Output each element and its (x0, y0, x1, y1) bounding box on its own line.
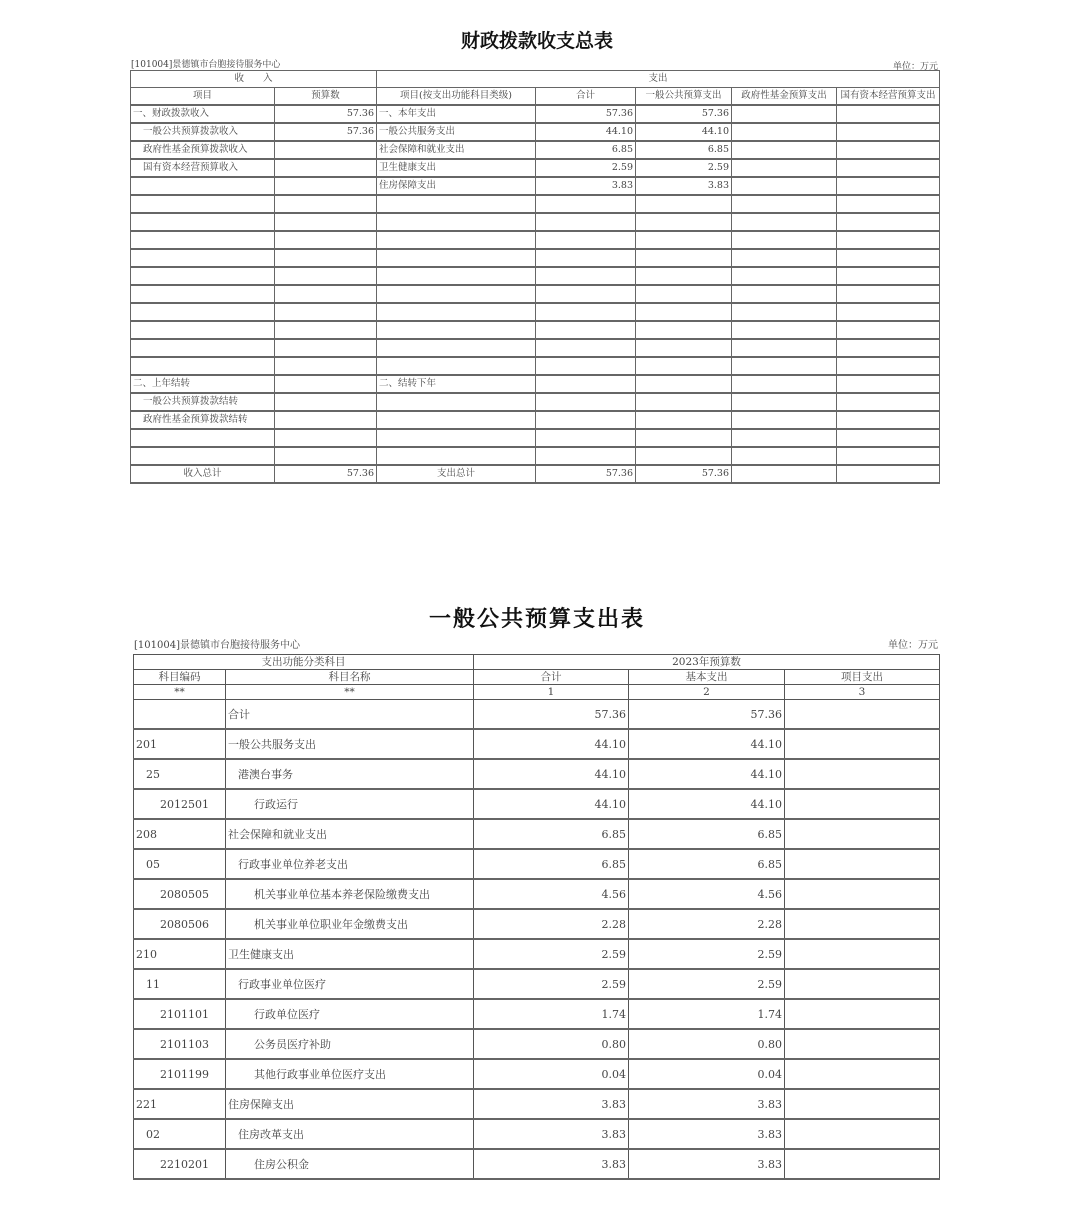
subject-code: 2101101 (134, 999, 226, 1029)
basic-expense-value: 0.80 (629, 1029, 785, 1059)
gov-fund-value (732, 447, 837, 465)
expense-item-header: 项目(按支出功能科目类级) (377, 88, 536, 106)
basic-expense-value: 2.28 (629, 909, 785, 939)
state-capital-value (837, 105, 940, 123)
expense-total: 44.10 (536, 123, 636, 141)
table1-unit-code: [101004]景德镇市台胞接待服务中心 (131, 60, 281, 70)
project-expense-value (785, 849, 940, 879)
expense-total (536, 339, 636, 357)
total-value: 3.83 (474, 1119, 629, 1149)
income-item: 一、财政拨款收入 (131, 105, 275, 123)
state-capital-value (837, 393, 940, 411)
gov-fund-value (732, 177, 837, 195)
table2-row (134, 700, 940, 730)
table2-row (134, 759, 940, 789)
subject-code: 208 (134, 819, 226, 849)
expense-item (377, 195, 536, 213)
gov-fund-value (732, 411, 837, 429)
subject-code: 2080506 (134, 909, 226, 939)
gov-fund-value (732, 213, 837, 231)
expense-item (377, 339, 536, 357)
state-capital-value (837, 411, 940, 429)
total-value: 2.28 (474, 909, 629, 939)
income-value (275, 357, 377, 375)
state-capital-value (837, 177, 940, 195)
expense-total: 3.83 (536, 177, 636, 195)
total-header: 合计 (474, 670, 629, 685)
table2-row (134, 1059, 940, 1089)
project-expense-value (785, 729, 940, 759)
general-public-value: 6.85 (636, 141, 732, 159)
income-item (131, 447, 275, 465)
gov-fund-value (732, 393, 837, 411)
expense-item: 住房保障支出 (377, 177, 536, 195)
expense-total: 57.36 (536, 465, 636, 483)
income-item (131, 285, 275, 303)
subject-code: 2210201 (134, 1149, 226, 1179)
expense-item: 一、本年支出 (377, 105, 536, 123)
expense-total (536, 249, 636, 267)
gov-fund-value (732, 429, 837, 447)
subject-name: 社会保障和就业支出 (226, 819, 474, 849)
general-public-value (636, 213, 732, 231)
state-capital-value (837, 213, 940, 231)
state-capital-value (837, 231, 940, 249)
general-public-value (636, 429, 732, 447)
income-item (131, 357, 275, 375)
basic-expense-value: 0.04 (629, 1059, 785, 1089)
table2-row (134, 939, 940, 969)
expense-item (377, 285, 536, 303)
expense-total (536, 375, 636, 393)
table1-row (131, 321, 940, 339)
subject-name: 住房公积金 (226, 1149, 474, 1179)
expense-total (536, 267, 636, 285)
state-capital-value (837, 195, 940, 213)
general-public-value (636, 339, 732, 357)
general-public-value (636, 375, 732, 393)
table1-row (131, 411, 940, 429)
project-expense-value (785, 1119, 940, 1149)
expense-total (536, 447, 636, 465)
gov-fund-value (732, 267, 837, 285)
gov-fund-value (732, 123, 837, 141)
gov-fund-value (732, 249, 837, 267)
income-value (275, 249, 377, 267)
general-public-value: 44.10 (636, 123, 732, 141)
code-mark: ** (134, 685, 226, 700)
subject-code: 2101103 (134, 1029, 226, 1059)
table2-row (134, 849, 940, 879)
income-item (131, 249, 275, 267)
subject-code: 2080505 (134, 879, 226, 909)
table1-row (131, 357, 940, 375)
total-value: 4.56 (474, 879, 629, 909)
expense-section-header: 支出 (377, 71, 940, 88)
income-value (275, 303, 377, 321)
general-public-value: 57.36 (636, 105, 732, 123)
subject-name: 行政事业单位养老支出 (226, 849, 474, 879)
expense-total (536, 231, 636, 249)
subject-code: 2012501 (134, 789, 226, 819)
expense-item (377, 357, 536, 375)
category-header: 支出功能分类科目 (134, 655, 474, 670)
gov-fund-value (732, 321, 837, 339)
table1-row (131, 105, 940, 123)
state-capital-value (837, 123, 940, 141)
project-expense-value (785, 879, 940, 909)
expense-item (377, 321, 536, 339)
general-public-value (636, 447, 732, 465)
basic-expense-value: 44.10 (629, 759, 785, 789)
table1-row (131, 447, 940, 465)
subject-code: 05 (134, 849, 226, 879)
table2-header-row-3 (134, 685, 940, 700)
total-value: 2.59 (474, 969, 629, 999)
gov-fund-value (732, 303, 837, 321)
total-value: 57.36 (474, 700, 629, 730)
project-expense-value (785, 909, 940, 939)
project-expense-header: 项目支出 (785, 670, 940, 685)
expense-total: 2.59 (536, 159, 636, 177)
gov-fund-value (732, 357, 837, 375)
gov-fund-value (732, 375, 837, 393)
income-item (131, 267, 275, 285)
table2-header-row-2 (134, 670, 940, 685)
table2-row (134, 879, 940, 909)
gov-fund-value (732, 159, 837, 177)
total-value: 44.10 (474, 789, 629, 819)
income-value (275, 267, 377, 285)
general-public-value (636, 321, 732, 339)
general-public-value (636, 357, 732, 375)
expense-total (536, 357, 636, 375)
state-capital-value (837, 141, 940, 159)
state-capital-budget-header: 国有资本经营预算支出 (837, 88, 940, 106)
basic-expense-value: 57.36 (629, 700, 785, 730)
table2-row (134, 999, 940, 1029)
expense-total (536, 285, 636, 303)
basic-expense-value: 4.56 (629, 879, 785, 909)
expense-item (377, 393, 536, 411)
project-expense-value (785, 1029, 940, 1059)
income-value: 57.36 (275, 105, 377, 123)
income-item: 政府性基金预算拨款收入 (131, 141, 275, 159)
income-item (131, 429, 275, 447)
gov-fund-value (732, 465, 837, 483)
income-item (131, 213, 275, 231)
state-capital-value (837, 357, 940, 375)
expense-item (377, 231, 536, 249)
income-item (131, 303, 275, 321)
expense-item: 二、结转下年 (377, 375, 536, 393)
income-value (275, 429, 377, 447)
income-value: 57.36 (275, 123, 377, 141)
general-public-budget-header: 一般公共预算支出 (636, 88, 732, 106)
table1-row (131, 177, 940, 195)
expense-total (536, 429, 636, 447)
income-item (131, 195, 275, 213)
subject-name: 机关事业单位基本养老保险缴费支出 (226, 879, 474, 909)
income-value (275, 321, 377, 339)
gov-fund-budget-header: 政府性基金预算支出 (732, 88, 837, 106)
gov-fund-value (732, 285, 837, 303)
basic-expense-value: 6.85 (629, 819, 785, 849)
state-capital-value (837, 303, 940, 321)
table1-row (131, 249, 940, 267)
table1-row (131, 123, 940, 141)
table2-row (134, 1089, 940, 1119)
general-public-value (636, 285, 732, 303)
state-capital-value (837, 465, 940, 483)
income-item (131, 177, 275, 195)
total-value: 44.10 (474, 759, 629, 789)
expense-item (377, 303, 536, 321)
total-value: 0.04 (474, 1059, 629, 1089)
general-public-value (636, 303, 732, 321)
col-index-2: 2 (629, 685, 785, 700)
table1-row (131, 429, 940, 447)
total-value: 6.85 (474, 849, 629, 879)
subject-name: 住房改革支出 (226, 1119, 474, 1149)
project-expense-value (785, 1059, 940, 1089)
expense-item: 一般公共服务支出 (377, 123, 536, 141)
state-capital-value (837, 375, 940, 393)
expense-total-header: 合计 (536, 88, 636, 106)
table1-row (131, 159, 940, 177)
expense-total (536, 321, 636, 339)
total-value: 3.83 (474, 1149, 629, 1179)
subject-name: 一般公共服务支出 (226, 729, 474, 759)
gov-fund-value (732, 339, 837, 357)
table2-row (134, 1149, 940, 1179)
income-value (275, 141, 377, 159)
subject-name: 合计 (226, 700, 474, 730)
budget-year-header: 2023年预算数 (474, 655, 940, 670)
table1-row (131, 285, 940, 303)
table1-row (131, 339, 940, 357)
subject-name: 机关事业单位职业年金缴费支出 (226, 909, 474, 939)
income-item (131, 231, 275, 249)
income-budget-header: 预算数 (275, 88, 377, 106)
income-value (275, 375, 377, 393)
table2-row (134, 1119, 940, 1149)
total-value: 0.80 (474, 1029, 629, 1059)
general-public-value: 57.36 (636, 465, 732, 483)
gov-fund-value (732, 195, 837, 213)
table1-unit-label: 单位：万元 (892, 62, 938, 72)
income-section-header: 收 入 (131, 71, 377, 88)
gov-fund-value (732, 105, 837, 123)
general-public-value (636, 411, 732, 429)
table1-title: 财政拨款收支总表 (460, 30, 613, 52)
income-value (275, 447, 377, 465)
income-value (275, 231, 377, 249)
total-value: 6.85 (474, 819, 629, 849)
col-index-1: 1 (474, 685, 629, 700)
state-capital-value (837, 285, 940, 303)
expense-item (377, 429, 536, 447)
name-mark: ** (226, 685, 474, 700)
income-item (131, 339, 275, 357)
subject-name: 行政单位医疗 (226, 999, 474, 1029)
basic-expense-value: 44.10 (629, 789, 785, 819)
income-value (275, 195, 377, 213)
income-item-header: 项目 (131, 88, 275, 106)
project-expense-value (785, 939, 940, 969)
total-value: 2.59 (474, 939, 629, 969)
table1-row (131, 375, 940, 393)
general-public-value (636, 231, 732, 249)
state-capital-value (837, 339, 940, 357)
basic-expense-value: 1.74 (629, 999, 785, 1029)
project-expense-value (785, 969, 940, 999)
table1-row (131, 141, 940, 159)
table1-row (131, 465, 940, 483)
total-value: 3.83 (474, 1089, 629, 1119)
subject-code: 25 (134, 759, 226, 789)
income-item: 一般公共预算拨款收入 (131, 123, 275, 141)
expense-total (536, 195, 636, 213)
col-index-3: 3 (785, 685, 940, 700)
subject-code: 210 (134, 939, 226, 969)
basic-expense-value: 3.83 (629, 1119, 785, 1149)
gov-fund-value (732, 231, 837, 249)
table2-row (134, 789, 940, 819)
income-item: 二、上年结转 (131, 375, 275, 393)
expense-item: 支出总计 (377, 465, 536, 483)
subject-name: 其他行政事业单位医疗支出 (226, 1059, 474, 1089)
state-capital-value (837, 321, 940, 339)
subject-code: 201 (134, 729, 226, 759)
fiscal-appropriation-summary-table (130, 70, 940, 484)
subject-name: 港澳台事务 (226, 759, 474, 789)
table2-unit-code: [101004]景德镇市台胞接待服务中心 (134, 640, 300, 651)
table2-row (134, 819, 940, 849)
table2-header-row-1 (134, 655, 940, 670)
project-expense-value (785, 700, 940, 730)
subject-name: 行政事业单位医疗 (226, 969, 474, 999)
general-public-value: 3.83 (636, 177, 732, 195)
general-public-budget-expenditure-table (133, 654, 940, 1180)
table1-row (131, 393, 940, 411)
table1-header-row-2 (131, 88, 940, 106)
income-value: 57.36 (275, 465, 377, 483)
expense-total (536, 213, 636, 231)
basic-expense-value: 3.83 (629, 1149, 785, 1179)
basic-expense-value: 44.10 (629, 729, 785, 759)
table2-unit-label: 单位：万元 (888, 640, 938, 651)
general-public-value: 2.59 (636, 159, 732, 177)
basic-expense-value: 2.59 (629, 939, 785, 969)
project-expense-value (785, 1089, 940, 1119)
expense-item: 社会保障和就业支出 (377, 141, 536, 159)
expense-total: 6.85 (536, 141, 636, 159)
expense-total (536, 303, 636, 321)
table2-row (134, 729, 940, 759)
subject-code: 11 (134, 969, 226, 999)
subject-code (134, 700, 226, 730)
table1-row (131, 231, 940, 249)
income-value (275, 339, 377, 357)
table2-title: 一般公共预算支出表 (428, 606, 645, 632)
project-expense-value (785, 759, 940, 789)
income-item (131, 321, 275, 339)
table2-row (134, 909, 940, 939)
table1-row (131, 267, 940, 285)
subject-name: 住房保障支出 (226, 1089, 474, 1119)
income-value (275, 159, 377, 177)
general-public-value (636, 249, 732, 267)
project-expense-value (785, 999, 940, 1029)
expense-item (377, 213, 536, 231)
income-item: 收入总计 (131, 465, 275, 483)
subject-code: 2101199 (134, 1059, 226, 1089)
expense-total (536, 411, 636, 429)
basic-expense-value: 2.59 (629, 969, 785, 999)
name-header: 科目名称 (226, 670, 474, 685)
gov-fund-value (732, 141, 837, 159)
project-expense-value (785, 819, 940, 849)
income-value (275, 393, 377, 411)
income-item: 国有资本经营预算收入 (131, 159, 275, 177)
state-capital-value (837, 249, 940, 267)
state-capital-value (837, 159, 940, 177)
income-item: 政府性基金预算拨款结转 (131, 411, 275, 429)
expense-total (536, 393, 636, 411)
total-value: 1.74 (474, 999, 629, 1029)
income-value (275, 285, 377, 303)
code-header: 科目编码 (134, 670, 226, 685)
income-value (275, 177, 377, 195)
expense-item (377, 267, 536, 285)
general-public-value (636, 195, 732, 213)
expense-item (377, 447, 536, 465)
state-capital-value (837, 429, 940, 447)
subject-name: 公务员医疗补助 (226, 1029, 474, 1059)
income-item: 一般公共预算拨款结转 (131, 393, 275, 411)
subject-name: 卫生健康支出 (226, 939, 474, 969)
state-capital-value (837, 267, 940, 285)
expense-item (377, 411, 536, 429)
project-expense-value (785, 1149, 940, 1179)
general-public-value (636, 393, 732, 411)
table2-row (134, 1029, 940, 1059)
project-expense-value (785, 789, 940, 819)
table2-row (134, 969, 940, 999)
subject-name: 行政运行 (226, 789, 474, 819)
general-public-value (636, 267, 732, 285)
basic-expense-value: 3.83 (629, 1089, 785, 1119)
table1-row (131, 213, 940, 231)
table1-row (131, 303, 940, 321)
table1-row (131, 195, 940, 213)
subject-code: 221 (134, 1089, 226, 1119)
subject-code: 02 (134, 1119, 226, 1149)
total-value: 44.10 (474, 729, 629, 759)
state-capital-value (837, 447, 940, 465)
expense-item: 卫生健康支出 (377, 159, 536, 177)
basic-expense-header: 基本支出 (629, 670, 785, 685)
expense-total: 57.36 (536, 105, 636, 123)
expense-item (377, 249, 536, 267)
income-value (275, 213, 377, 231)
income-value (275, 411, 377, 429)
basic-expense-value: 6.85 (629, 849, 785, 879)
table1-header-row-1 (131, 71, 940, 88)
